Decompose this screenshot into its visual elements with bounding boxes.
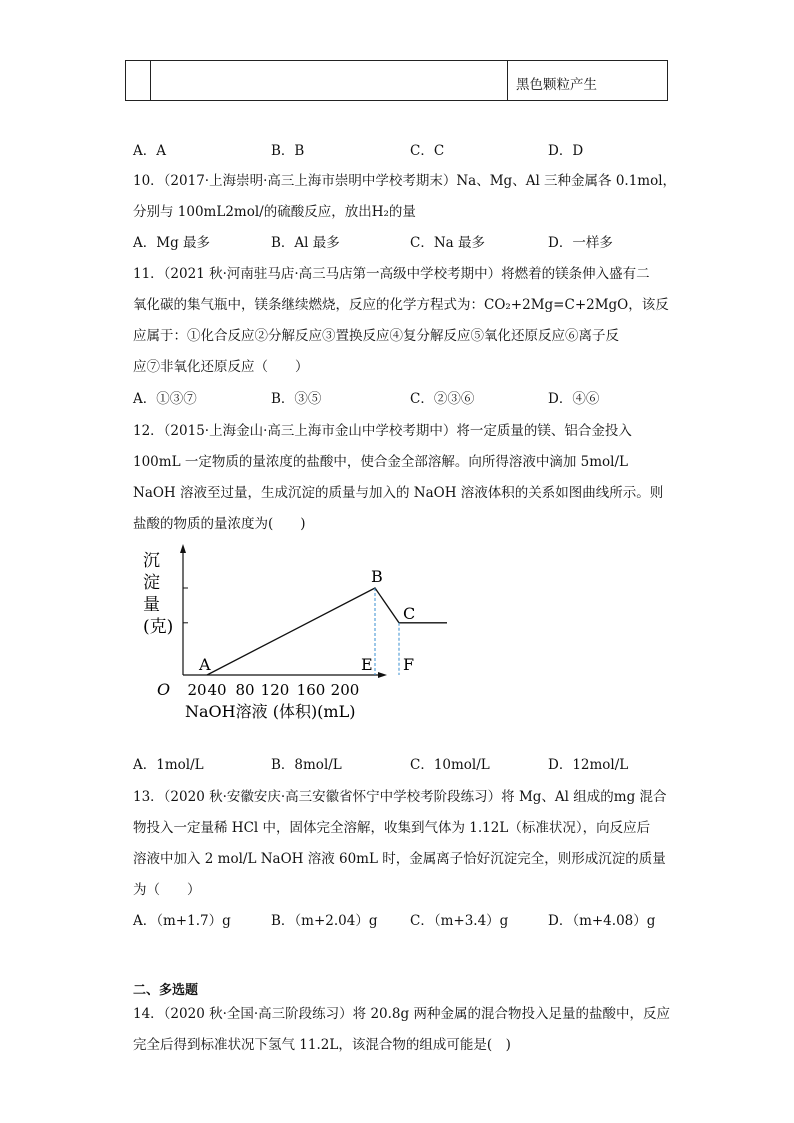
- x-tick-label: 40: [207, 681, 227, 699]
- point-label-c: C: [403, 603, 416, 623]
- y-axis-label: 沉: [143, 551, 160, 571]
- answer-table: [125, 60, 668, 101]
- y-axis-label: (克): [143, 617, 174, 637]
- origin-label: O: [157, 680, 171, 699]
- point-label-f: F: [403, 655, 415, 674]
- option-b[interactable]: B．8mol/L: [271, 757, 342, 773]
- point-label-a: A: [199, 655, 211, 674]
- option-a[interactable]: A．A: [133, 143, 166, 159]
- question-text: 完全后得到标准状况下氢气 11.2L，该混合物的组成可能是( ): [133, 1037, 511, 1053]
- question-text: 100mL 一定物质的量浓度的盐酸中，使合金全部溶解。向所得溶液中滴加 5mol/L: [133, 454, 628, 470]
- option-c[interactable]: C．10mol/L: [410, 757, 490, 773]
- option-b[interactable]: B．Al 最多: [271, 235, 340, 251]
- question-text: 应属于：①化合反应②分解反应③置换反应④复分解反应⑤氧化还原反应⑥离子反: [133, 328, 619, 344]
- option-b[interactable]: B．B: [271, 143, 305, 159]
- question-text: 12．（2015·上海金山·高三上海市金山中学校考期中）将一定质量的镁、铝合金投入: [133, 423, 632, 439]
- question-text: NaOH 溶液至过量，生成沉淀的质量与加入的 NaOH 溶液体积的关系如图曲线所示。则: [133, 485, 664, 501]
- table-divider: [507, 61, 508, 100]
- x-tick-label: 20: [187, 681, 207, 699]
- option-a[interactable]: A．Mg 最多: [133, 235, 211, 251]
- option-a[interactable]: A．1mol/L: [133, 757, 204, 773]
- y-axis-label: 淀: [143, 573, 160, 593]
- option-a[interactable]: A．（m+1.7）g: [133, 913, 231, 929]
- question-text: 11．（2021 秋·河南驻马店·高三马店第一高级中学校考期中）将燃着的镁条伸入盛有二: [133, 266, 650, 282]
- option-c[interactable]: C．Na 最多: [410, 235, 485, 251]
- option-d[interactable]: D．一样多: [548, 235, 613, 251]
- option-b[interactable]: B．③⑤: [271, 391, 322, 407]
- option-b[interactable]: B．（m+2.04）g: [271, 913, 378, 929]
- x-axis-arrow: [378, 672, 387, 678]
- x-axis-label: NaOH溶液 (体积)(mL): [185, 702, 356, 721]
- option-d[interactable]: D．④⑥: [548, 391, 600, 407]
- question-text: 氧化碳的集气瓶中，镁条继续燃烧，反应的化学方程式为：CO₂+2Mg=C+2MgO，该反: [133, 297, 669, 313]
- x-tick-label: 120: [260, 681, 290, 699]
- x-tick-label: 160: [296, 681, 326, 699]
- question-text: 溶液中加入 2 mol/L NaOH 溶液 60mL 时，金属离子恰好沉淀完全，则形成沉淀的质量: [133, 851, 666, 867]
- question-text: 物投入一定量稀 HCl 中，固体完全溶解，收集到气体为 1.12L（标准状况），向反应后: [133, 820, 651, 836]
- option-d[interactable]: D．D: [548, 143, 584, 159]
- question-text: 盐酸的物质的量浓度为( ): [133, 516, 306, 532]
- table-divider: [150, 61, 151, 100]
- option-d[interactable]: D．（m+4.08）g: [548, 913, 656, 929]
- y-axis-label: 量: [143, 595, 160, 615]
- option-a[interactable]: A．①③⑦: [133, 391, 197, 407]
- option-c[interactable]: C．C: [410, 143, 445, 159]
- option-d[interactable]: D．12mol/L: [548, 757, 629, 773]
- option-c[interactable]: C．②③⑥: [410, 391, 475, 407]
- question-text: 14．（2020 秋·全国·高三阶段练习）将 20.8g 两种金属的混合物投入足量的盐酸中，反应: [133, 1006, 670, 1022]
- question-text: 分别与 100mL2mol/的硫酸反应，放出H₂的量: [133, 204, 416, 220]
- point-label-e: E: [361, 655, 373, 674]
- question-text: 为（ ）: [133, 882, 201, 898]
- point-label-b: B: [371, 567, 383, 586]
- y-axis-arrow: [180, 544, 186, 553]
- question-text: 13．（2020 秋·安徽安庆·高三安徽省怀宁中学校考阶段练习）将 Mg、Al 组成的mg 混合: [133, 789, 667, 805]
- table-cell: 黑色颗粒产生: [516, 77, 597, 93]
- precipitate-chart: [125, 540, 416, 730]
- x-tick-label: 200: [330, 681, 360, 699]
- x-tick-label: 80: [235, 681, 255, 699]
- question-text: 10．（2017·上海崇明·高三上海市崇明中学校考期末）Na、Mg、Al 三种金属各 0.1mol，: [133, 173, 677, 189]
- option-c[interactable]: C．（m+3.4）g: [410, 913, 509, 929]
- section-title: 二、多选题: [133, 983, 199, 998]
- question-text: 应⑦非氧化还原反应（ ）: [133, 359, 309, 375]
